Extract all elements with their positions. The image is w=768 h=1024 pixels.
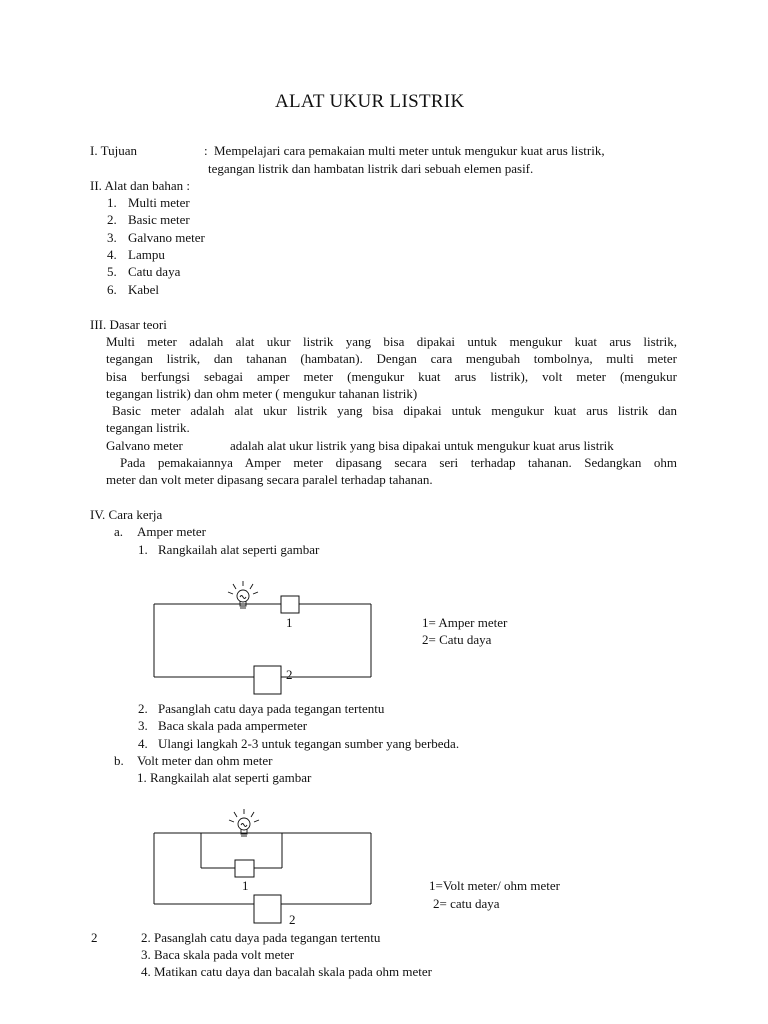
dasar-p4-line: Pada pemakaiannya Amper meter dipasang secara seri terhadap tahanan. Sedangkan ohm [120,455,677,470]
step-text: 3. Baca skala pada volt meter [141,947,295,962]
tujuan-line-1: Mempelajari cara pemakaian multi meter untuk mengukur kuat arus listrik, [214,143,605,158]
dasar-p2-line: tegangan listrik. [106,420,190,435]
alat-item: Catu daya [128,264,181,279]
diagram-label-1: 1 [286,615,293,630]
dasar-p2-line: Basic meter adalah alat ukur listrik yang bisa dipakai untuk mengukur kuat arus listrik dan [112,403,677,418]
dasar-p1-line: Multi meter adalah alat ukur listrik yang bisa dipakai untuk mengukur kuat arus listrik, [106,334,677,349]
ammeter-box [281,596,299,613]
legend-item: 1=Volt meter/ ohm meter [429,878,560,893]
section-b-title: Volt meter dan ohm meter [137,753,273,768]
tujuan-line-2: tegangan listrik dan hambatan listrik dari sebuah elemen pasif. [208,161,534,176]
power-supply-box [254,666,281,694]
dasar-heading: III. Dasar teori [90,317,167,332]
page-title: ALAT UKUR LISTRIK [275,91,465,112]
diagram-label-2: 2 [289,912,296,927]
dasar-p1-line: tegangan listrik) dan ohm meter ( mengukur tahanan listrik) [106,386,418,401]
alat-heading: II. Alat dan bahan : [90,178,190,193]
alat-item: Basic meter [128,212,190,227]
alat-item-num: 4. [107,247,117,262]
step-num: 2. [138,701,148,716]
alat-item: Kabel [128,282,160,297]
alat-item-num: 2. [107,212,117,227]
step-text: Baca skala pada ampermeter [158,718,308,733]
dasar-p4-line: meter dan volt meter dipasang secara paralel terhadap tahanan. [106,472,433,487]
step-text: 2. Pasanglah catu daya pada tegangan tertentu [141,930,381,945]
alat-item-num: 5. [107,264,117,279]
legend-item: 2= Catu daya [422,632,492,647]
legend-item: 1= Amper meter [422,615,508,630]
dasar-p3-label: Galvano meter [106,438,183,453]
voltmeter-circuit-diagram [140,800,390,930]
margin-number: 2 [91,930,98,945]
legend-item: 2= catu daya [433,896,500,911]
alat-item-num: 1. [107,195,117,210]
power-supply-box [254,895,281,923]
dasar-p3-text: adalah alat ukur listrik yang bisa dipakai untuk mengukur kuat arus listrik [230,438,614,453]
step-num: 3. [138,718,148,733]
dasar-p1-line: bisa berfungsi sebagai amper meter (mengukur kuat arus listrik), volt meter (mengukur [106,369,677,384]
step-num: 4. [138,736,148,751]
section-b-label: b. [114,753,124,768]
cara-heading: IV. Cara kerja [90,507,163,522]
step-text: 4. Matikan catu daya dan bacalah skala pada ohm meter [141,964,432,979]
step-text: Rangkailah alat seperti gambar [158,542,320,557]
tujuan-label: I. Tujuan [90,143,137,158]
section-a-label: a. [114,524,124,539]
section-a-title: Amper meter [137,524,206,539]
ammeter-circuit-diagram [140,570,390,700]
lamp-icon [229,809,259,836]
diagram-label-2: 2 [286,667,293,682]
alat-item-num: 3. [107,230,117,245]
step-text: 1. Rangkailah alat seperti gambar [137,770,312,785]
tujuan-colon: : [204,143,208,158]
alat-item-num: 6. [107,282,117,297]
alat-item: Lampu [128,247,165,262]
voltmeter-box [235,860,254,877]
step-text: Ulangi langkah 2-3 untuk tegangan sumber yang berbeda. [158,736,460,751]
diagram-label-1: 1 [242,878,249,893]
dasar-p1-line: tegangan listrik, dan tahanan (hambatan). Dengan cara mengubah tombolnya, multi meter [106,351,677,366]
step-text: Pasanglah catu daya pada tegangan tertentu [158,701,385,716]
alat-item: Galvano meter [128,230,205,245]
step-num: 1. [138,542,148,557]
alat-item: Multi meter [128,195,190,210]
